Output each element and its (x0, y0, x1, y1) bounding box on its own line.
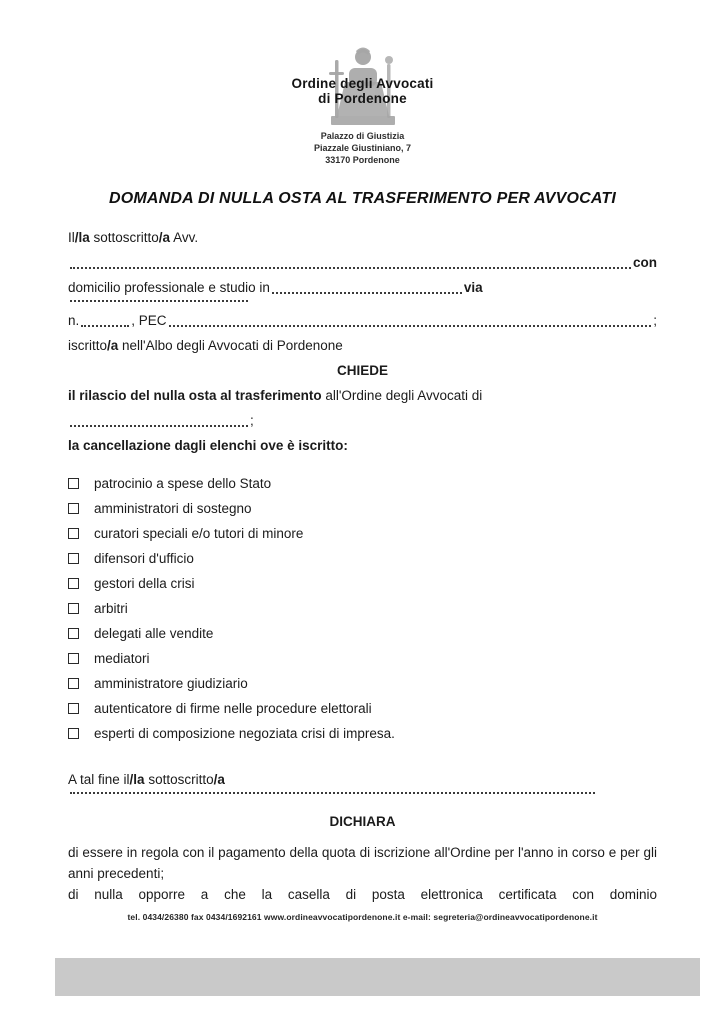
checklist-row (68, 621, 657, 646)
text-segment: sottoscritto (89, 230, 159, 245)
closing-statement (68, 767, 657, 792)
text-segment-bold: /la (129, 772, 145, 787)
checklist-item-label: autenticatore di firme nelle procedure elettorali (94, 701, 372, 716)
form-body (68, 225, 657, 922)
dotted-fill-line (70, 300, 248, 302)
text-segment-bold: /la (74, 230, 90, 245)
checkbox (68, 603, 79, 614)
checklist-item-label: arbitri (94, 601, 128, 616)
text-segment: sottoscritto (144, 772, 214, 787)
checklist-item-label: amministratori di sostegno (94, 501, 252, 516)
dotted-fill-line (70, 425, 248, 427)
form-line-subscriber (68, 225, 657, 250)
checkbox (68, 503, 79, 514)
checklist-row (68, 671, 657, 696)
checklist-item-label: patrocinio a spese dello Stato (94, 476, 272, 491)
checklist-item-label: curatori speciali e/o tutori di minore (94, 526, 304, 541)
checklist-row (68, 646, 657, 671)
checkbox (68, 478, 79, 489)
number-label: n. (68, 313, 80, 328)
address-line3: 33170 Pordenone (325, 155, 400, 165)
dotted-fill-line (169, 325, 652, 327)
text-segment-bold: con (632, 255, 657, 270)
text-segment-bold: /a (213, 772, 225, 787)
organization-name (263, 76, 463, 106)
text-segment: all'Ordine degli Avvocati di (321, 388, 483, 403)
declaration-paragraph-2: di nulla opporre a che la casella di posta elettronica certificata con dominio (68, 887, 657, 902)
footer-contact-info: tel. 0434/26380 fax 0434/1692161 www.ordineavvocatipordenone.it e-mail: segreteria@ordineavvocatipordenone.it (127, 912, 598, 922)
organization-name-line1: Ordine degli Avvocati (291, 76, 434, 91)
checklist-row (68, 571, 657, 596)
chiede-heading: CHIEDE (336, 363, 388, 378)
checkbox (68, 728, 79, 739)
form-line-number-pec (68, 308, 657, 333)
page-bottom-gray-bar (55, 958, 700, 996)
registered-label (68, 333, 343, 358)
checklist-row (68, 696, 657, 721)
cancellation-checklist (68, 471, 657, 746)
request-text (68, 383, 482, 408)
cancellation-heading: la cancellazione dagli elenchi ove è iscritto: (68, 438, 348, 453)
closing-name-line (68, 792, 657, 800)
text-segment: iscritto (68, 338, 108, 353)
checklist-item-label: esperti di composizione negoziata crisi di impresa. (94, 726, 395, 741)
checkbox (68, 678, 79, 689)
document-title: DOMANDA DI NULLA OSTA AL TRASFERIMENTO PER AVVOCATI (108, 190, 617, 207)
document-content (68, 0, 657, 922)
text-segment-bold: via (463, 280, 483, 295)
form-line-domicile (68, 275, 657, 300)
text-segment: Il (68, 230, 75, 245)
checklist-row (68, 546, 657, 571)
text-segment: nell'Albo degli Avvocati di Pordenone (118, 338, 343, 353)
text-segment-bold: il rilascio del nulla osta al trasferimento (68, 388, 322, 403)
bar-association-logo (263, 42, 463, 128)
checkbox (68, 628, 79, 639)
form-line-registered (68, 333, 657, 358)
address-line1: Palazzo di Giustizia (320, 131, 405, 141)
pec-label: , PEC (131, 313, 167, 328)
form-line-destination-order (68, 408, 657, 433)
semicolon: ; (653, 313, 657, 328)
checkbox (68, 553, 79, 564)
dotted-fill-line (272, 292, 462, 294)
dotted-fill-line (70, 267, 631, 269)
checklist-row (68, 471, 657, 496)
text-segment: A tal fine il (68, 772, 130, 787)
text-segment-bold: /a (107, 338, 119, 353)
dichiara-heading: DICHIARA (329, 814, 396, 829)
checkbox (68, 653, 79, 664)
checkbox (68, 528, 79, 539)
checklist-row (68, 721, 657, 746)
checklist-row (68, 521, 657, 546)
organization-address (68, 130, 657, 166)
dotted-fill-line (70, 792, 595, 794)
checklist-row (68, 496, 657, 521)
form-line-name (68, 250, 657, 275)
domicile-label: domicilio professionale e studio in (68, 280, 270, 295)
declaration-paragraph-1: di essere in regola con il pagamento della quota di iscrizione all'Ordine per l'anno in corso e per gli anni precedenti; (68, 845, 657, 881)
closing-label (68, 767, 225, 792)
semicolon: ; (250, 413, 254, 428)
subscriber-label (68, 225, 198, 250)
checkbox (68, 703, 79, 714)
checklist-item-label: difensori d'ufficio (94, 551, 194, 566)
organization-name-line2: di Pordenone (318, 91, 407, 106)
checklist-item-label: delegati alle vendite (94, 626, 214, 641)
checkbox (68, 578, 79, 589)
letterhead (68, 42, 657, 166)
checklist-item-label: mediatori (94, 651, 150, 666)
text-segment-bold: /a (158, 230, 171, 245)
checklist-row (68, 596, 657, 621)
checklist-item-label: gestori della crisi (94, 576, 195, 591)
form-line-request (68, 383, 657, 408)
address-line2: Piazzale Giustiniano, 7 (313, 143, 412, 153)
text-segment: Avv. (170, 230, 199, 245)
checklist-item-label: amministratore giudiziario (94, 676, 248, 691)
form-line-street (68, 300, 657, 308)
dotted-fill-line (81, 325, 129, 327)
